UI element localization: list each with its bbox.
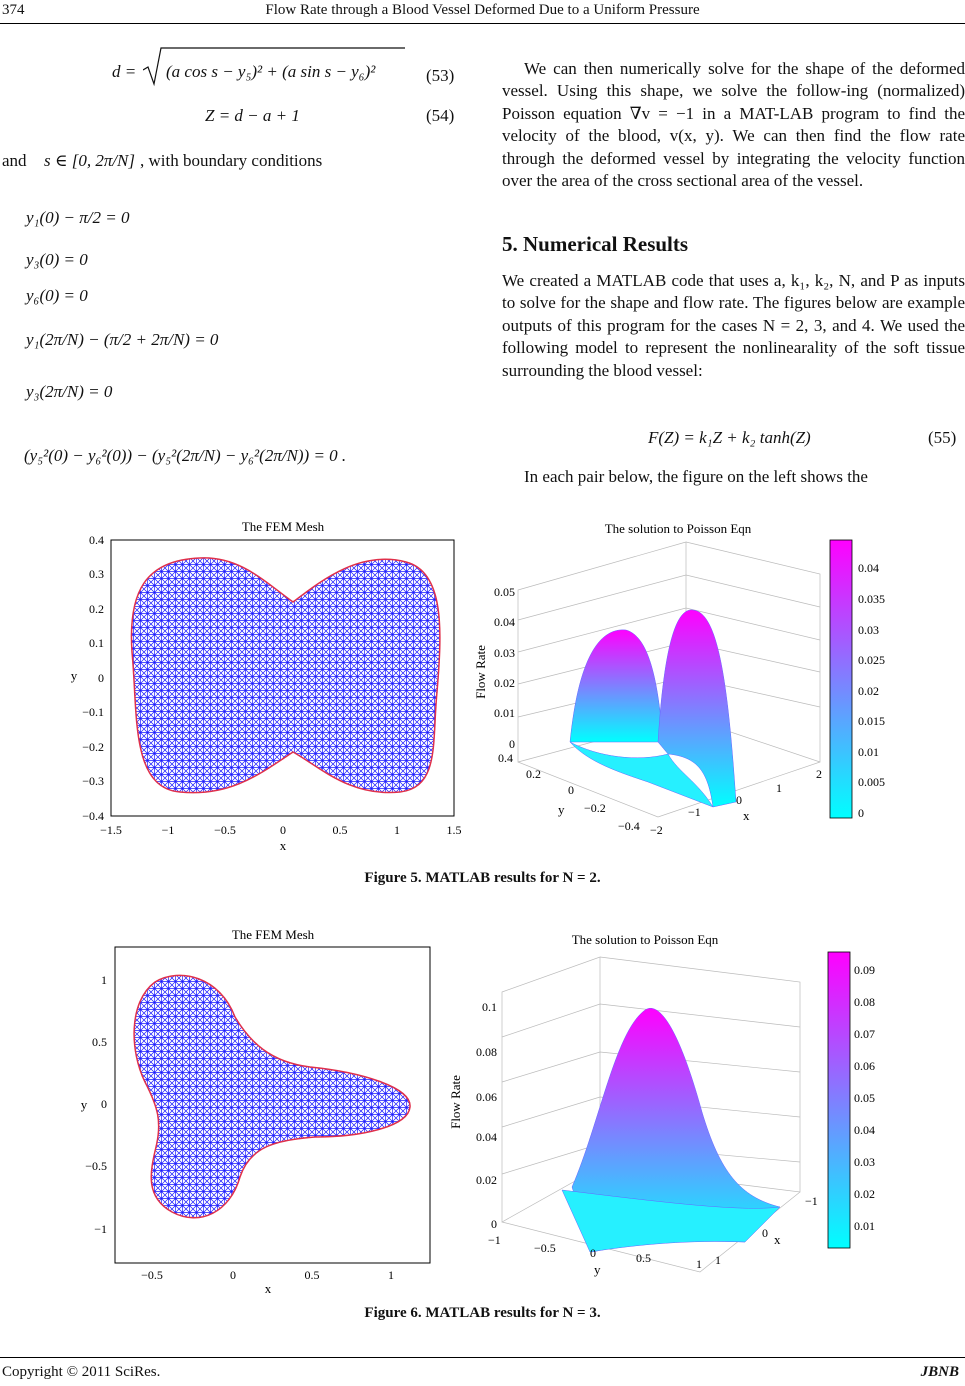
svg-text:1: 1 [101,973,107,987]
eq55-number: (55) [928,428,957,447]
svg-text:−2: −2 [650,823,663,837]
figure6-caption: Figure 6. MATLAB results for N = 3. [364,1305,601,1321]
svg-text:0.02: 0.02 [858,684,879,698]
svg-text:0.025: 0.025 [858,653,885,667]
svg-text:1: 1 [394,823,400,837]
svg-text:1: 1 [776,781,782,795]
page-number: 374 [2,2,25,18]
bc-2: y₃(0) = 0 [26,250,88,269]
svg-text:−0.5: −0.5 [214,823,236,837]
svg-text:0: 0 [568,783,574,797]
svg-text:0.08: 0.08 [476,1045,497,1059]
svg-text:0.04: 0.04 [494,615,515,629]
svg-text:0.03: 0.03 [854,1155,875,1169]
bc-1: y₁(0) − π/2 = 0 [26,208,130,227]
svg-text:0: 0 [590,1246,596,1260]
svg-text:0.5: 0.5 [636,1251,651,1265]
svg-text:−1: −1 [161,823,175,837]
paragraph-1: We can then numerically solve for the shape of the deformed vessel. Using this shape, we solve the follow-ing (normalized) Poisson equation ∇v = −1 in a MAT-LAB program to find the velocity of the blood, v(x, y). We can then find the flow rate through the deformed vessel by integrating the velocity function over the area of the cross sectional area of the vessel. [502,59,965,191]
f5-surf-zticks [494,585,515,751]
svg-text:0.2: 0.2 [89,602,104,616]
svg-text:−0.5: −0.5 [85,1159,107,1173]
svg-text:0.4: 0.4 [89,533,104,547]
svg-text:0: 0 [858,806,864,820]
eq53-body: (a cos s − y₅)² + (a sin s − y₆)² [166,62,376,81]
svg-text:−0.4: −0.4 [82,809,104,823]
bc-3: y₆(0) = 0 [26,286,88,305]
bc-intro-s: s ∈ [0, 2π/N] [44,151,136,170]
svg-text:0.03: 0.03 [494,646,515,660]
svg-text:0.005: 0.005 [858,775,885,789]
svg-text:0.4: 0.4 [498,751,513,765]
figure6-surface-plot [440,922,910,1282]
svg-text:0.01: 0.01 [854,1219,875,1233]
header-rule [0,23,965,24]
svg-text:0.5: 0.5 [92,1035,107,1049]
svg-text:−0.5: −0.5 [534,1241,556,1255]
svg-text:2: 2 [816,767,822,781]
svg-text:0.09: 0.09 [854,963,875,977]
svg-text:0.04: 0.04 [858,561,879,575]
svg-text:0.01: 0.01 [858,745,879,759]
svg-text:0.04: 0.04 [854,1123,875,1137]
f6-surf-title: The solution to Poisson Eqn [571,932,719,947]
f6-mesh-title: The FEM Mesh [231,927,315,942]
svg-text:−1: −1 [488,1233,501,1247]
svg-text:0.06: 0.06 [476,1090,497,1104]
svg-text:0.1: 0.1 [89,636,104,650]
f6-mesh-yticks [85,973,107,1236]
f5-mesh-yticks [82,533,104,823]
svg-text:−0.4: −0.4 [618,819,640,833]
f5-surf-xlabel: x [743,808,750,823]
svg-text:−1: −1 [805,1194,818,1208]
svg-text:−1.5: −1.5 [100,823,122,837]
svg-text:−0.1: −0.1 [82,705,104,719]
f5-surf-ylabel: y [558,802,565,817]
svg-text:0: 0 [101,1097,107,1111]
svg-text:0.3: 0.3 [89,567,104,581]
svg-text:0: 0 [491,1217,497,1231]
eq54-body: Z = d − a + 1 [205,106,300,125]
f5-mesh-xlabel: x [279,838,287,853]
svg-text:−0.5: −0.5 [141,1268,163,1282]
svg-text:0: 0 [736,793,742,807]
f6-surf-zticks [476,1000,497,1231]
figure6-mesh-plot [60,922,440,1296]
eq53-number: (53) [426,66,455,85]
svg-text:−0.2: −0.2 [82,740,104,754]
eq53-lhs: d = [112,62,137,81]
eq54-number: (54) [426,106,455,125]
bc-intro-and: and [2,151,27,170]
bc-5: y₃(2π/N) = 0 [26,382,113,401]
svg-text:0: 0 [762,1226,768,1240]
f6-surf-ylabel: y [594,1262,601,1277]
f6-colorbar [828,952,850,1248]
footer-copyright: Copyright © 2011 SciRes. [2,1364,161,1380]
svg-text:0.05: 0.05 [494,585,515,599]
f5-mesh-xticks [100,823,461,837]
page-header [0,0,965,22]
bc-intro-rest: , with boundary conditions [140,151,323,170]
svg-text:0.02: 0.02 [854,1187,875,1201]
svg-text:0: 0 [98,671,104,685]
f5-mesh-ylabel: y [70,668,78,683]
svg-text:1: 1 [388,1268,394,1282]
svg-text:−1: −1 [688,805,701,819]
footer-journal: JBNB [920,1364,959,1380]
paragraph-2: We created a MATLAB code that uses a, k₁, k₂, N, and P as inputs to solve for the shape and flow rate. The figures below are example outputs of this program for the cases N = 2, 3, and 4. We used the following model to represent the nonlinearality of the soft tissue surrounding the blood vessel: [502,271,965,380]
f5-mesh-title: The FEM Mesh [241,519,325,534]
svg-text:−1: −1 [94,1222,107,1236]
f6-mesh-xlabel: x [264,1281,272,1296]
f6-mesh-xticks [141,1268,394,1282]
svg-text:1.5: 1.5 [446,823,462,837]
f6-surf-zlabel: Flow Rate [448,1075,463,1129]
svg-text:1: 1 [715,1253,721,1267]
svg-text:0.2: 0.2 [526,767,541,781]
eq55-body: F(Z) = k₁Z + k₂ tanh(Z) [648,428,811,447]
figure5-surface-plot [468,512,908,857]
f5-surface-peak-left [570,630,663,742]
svg-text:0: 0 [280,823,286,837]
f6-surf-xlabel: x [774,1232,781,1247]
svg-text:0.015: 0.015 [858,714,885,728]
section-title: 5. Numerical Results [502,232,689,256]
svg-text:0.03: 0.03 [858,623,879,637]
svg-text:1: 1 [696,1257,702,1271]
svg-text:−0.2: −0.2 [584,801,606,815]
svg-text:0: 0 [509,737,515,751]
svg-text:0.1: 0.1 [482,1000,497,1014]
svg-text:0.08: 0.08 [854,995,875,1009]
svg-text:0.04: 0.04 [476,1130,497,1144]
bc-4: y₁(2π/N) − (π/2 + 2π/N) = 0 [26,330,219,349]
svg-text:0.02: 0.02 [476,1173,497,1187]
f5-surf-zlabel: Flow Rate [473,645,488,699]
svg-text:0.05: 0.05 [854,1091,875,1105]
f5-colorbar-ticks [858,561,885,820]
figure5-mesh-plot [60,512,480,857]
svg-text:0.02: 0.02 [494,676,515,690]
svg-text:0.06: 0.06 [854,1059,875,1073]
svg-text:0.01: 0.01 [494,706,515,720]
paragraph-3: In each pair below, the figure on the left shows the [524,467,868,486]
footer-rule [0,1357,965,1358]
f5-surf-title: The solution to Poisson Eqn [604,521,752,536]
svg-text:0.5: 0.5 [304,1268,320,1282]
svg-text:−0.3: −0.3 [82,774,104,788]
svg-text:0.5: 0.5 [332,823,348,837]
f6-colorbar-ticks [854,963,875,1233]
figure5-caption: Figure 5. MATLAB results for N = 2. [364,870,601,886]
svg-text:0.035: 0.035 [858,592,885,606]
bc-6: (y₅²(0) − y₆²(0)) − (y₅²(2π/N) − y₆²(2π/N)) = 0 . [24,446,347,465]
f5-colorbar [830,540,852,818]
svg-text:0.07: 0.07 [854,1027,875,1041]
svg-text:0: 0 [230,1268,236,1282]
f6-mesh-ylabel: y [80,1097,88,1112]
running-title: Flow Rate through a Blood Vessel Deformed Due to a Uniform Pressure [265,2,700,18]
